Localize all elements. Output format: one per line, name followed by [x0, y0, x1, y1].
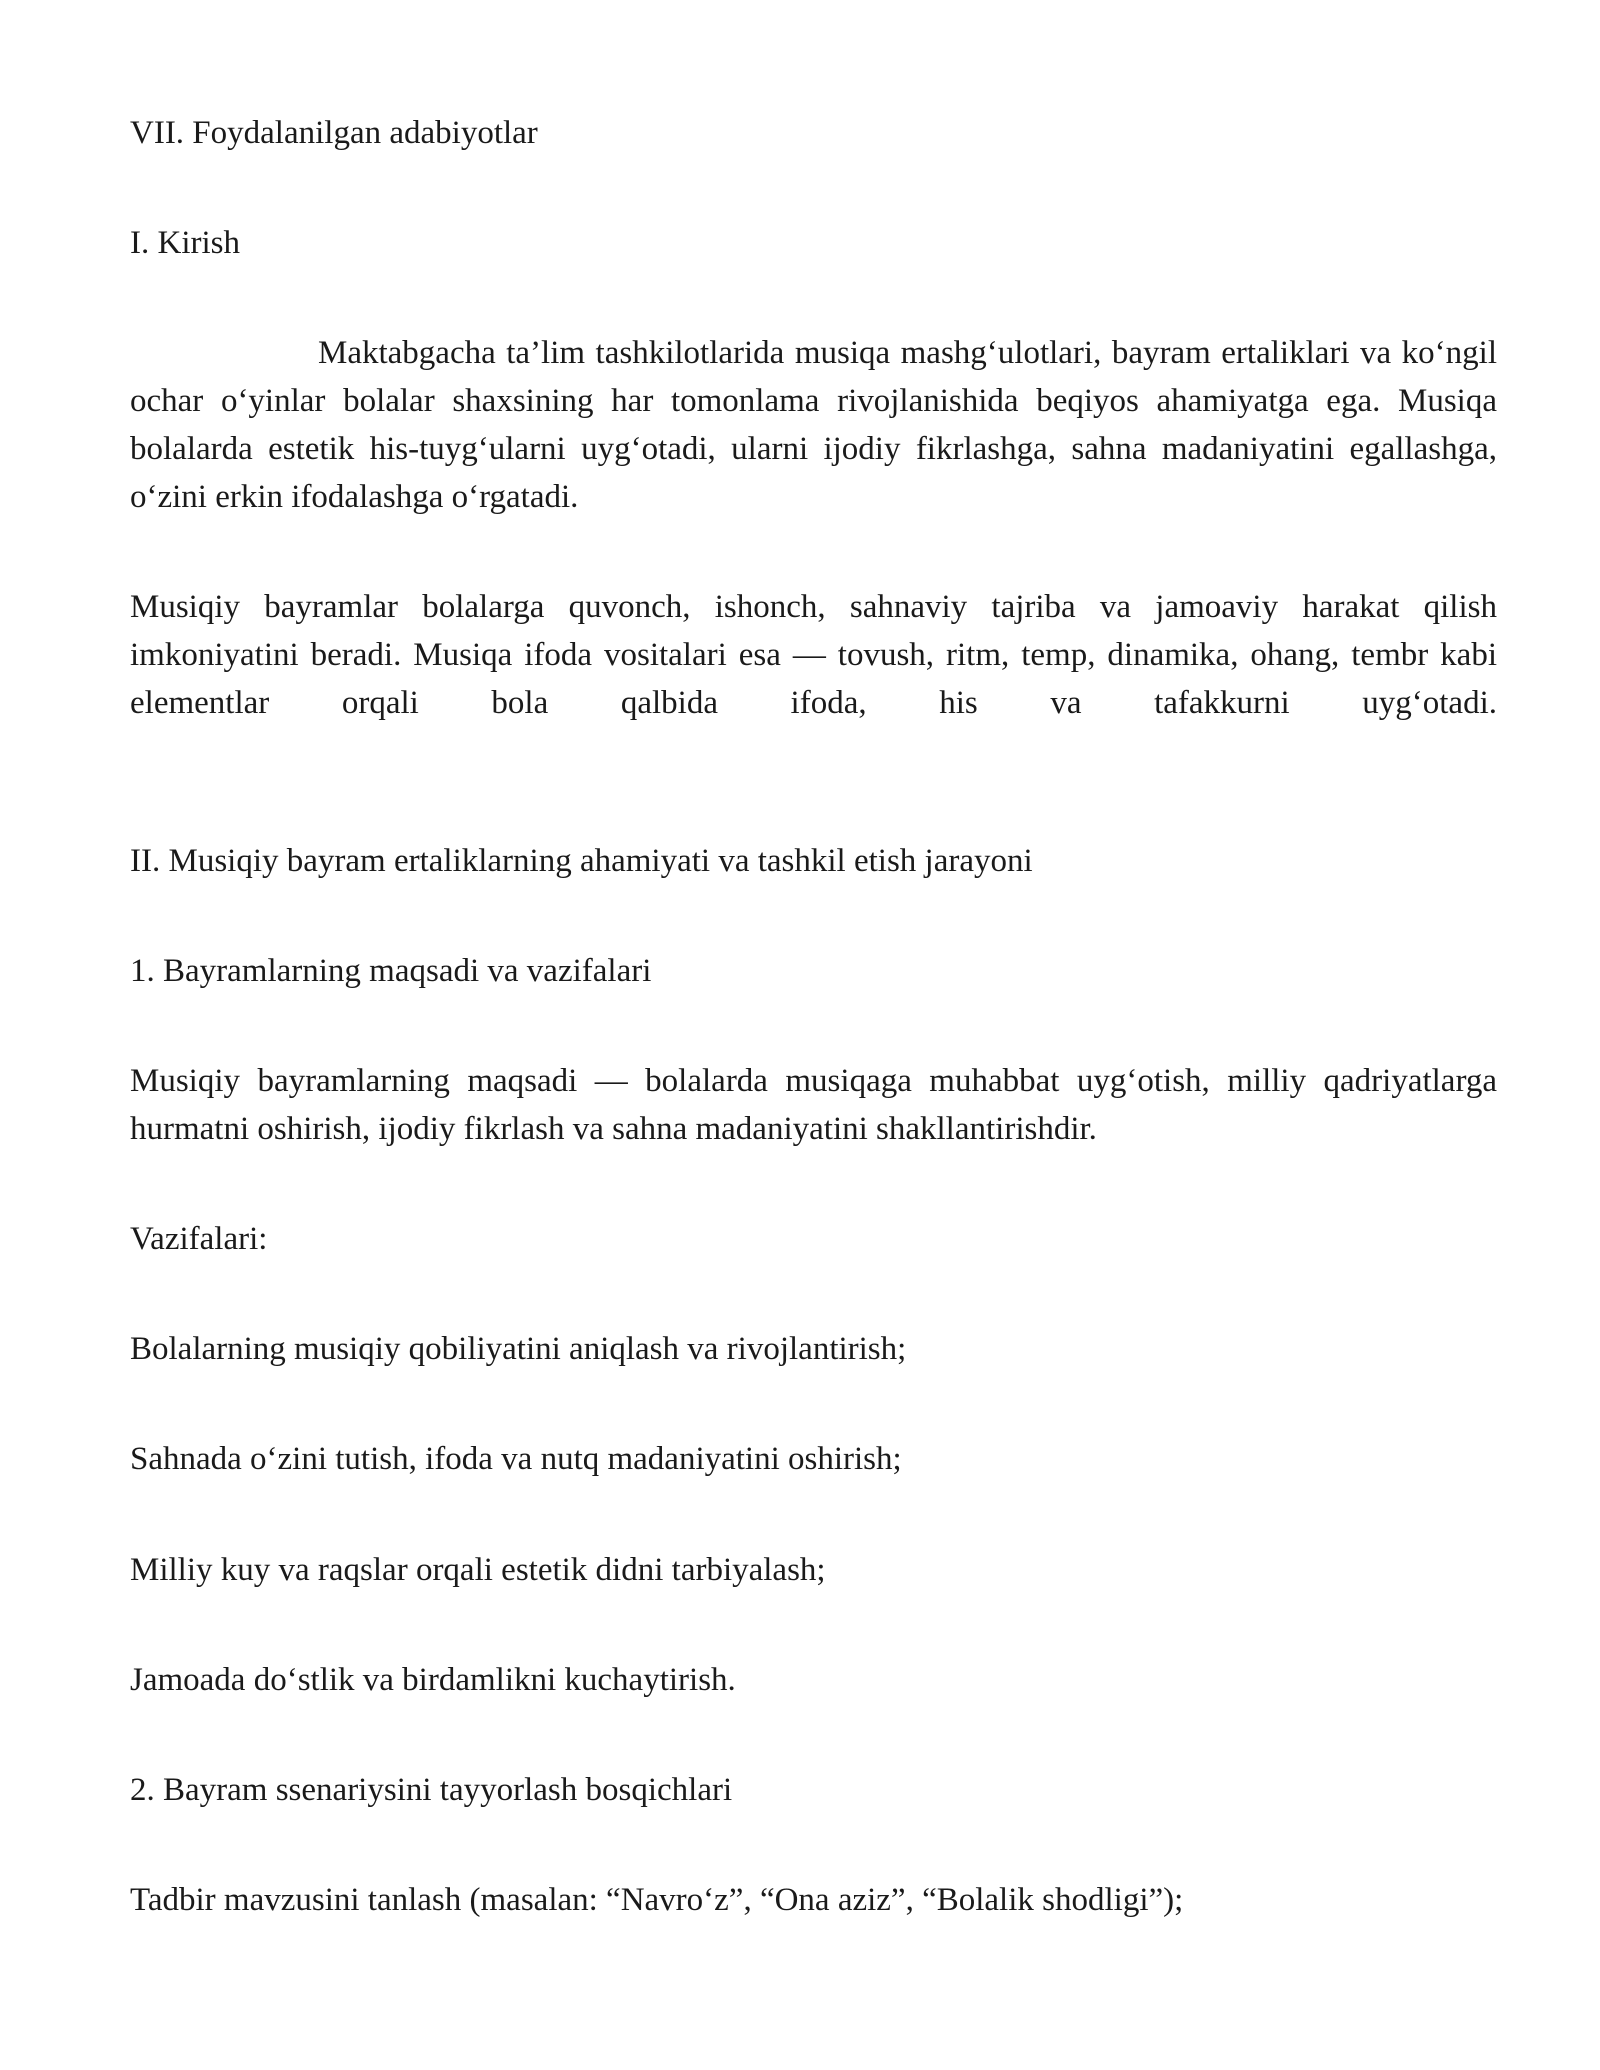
heading-literature: VII. Foydalanilgan adabiyotlar [130, 115, 538, 151]
intro-paragraph-1: Maktabgacha ta’lim tashkilotlarida musiqa mashg‘ulotlari, bayram ertaliklari va ko‘ngil ochar o‘yinlar bolalar shaxsining har tomonlama rivojlanishida beqiyos ahamiyatga ega. Musiqa bolalarda estetik his-tuyg‘ularni uyg‘otadi, ularni ijodiy fikrlashga, sahna madaniyatini egallashga, o‘zini erkin ifodalashga o‘rgatadi. [130, 335, 1497, 515]
heading-intro: I. Kirish [130, 225, 240, 261]
task-item: Jamoada do‘stlik va birdamlikni kuchaytirish. [130, 1662, 736, 1698]
scenario-step: Tadbir mavzusini tanlash (masalan: “Navro‘z”, “Ona aziz”, “Bolalik shodligi”); [130, 1882, 1184, 1918]
task-item: Milliy kuy va raqslar orqali estetik didni tarbiyalash; [130, 1552, 826, 1588]
heading-subsection-2: 2. Bayram ssenariysini tayyorlash bosqichlari [130, 1772, 733, 1808]
task-item: Sahnada o‘zini tutish, ifoda va nutq madaniyatini oshirish; [130, 1441, 902, 1477]
tasks-label: Vazifalari: [130, 1221, 268, 1257]
intro-paragraph-2: Musiqiy bayramlar bolalarga quvonch, ishonch, sahnaviy tajriba va jamoaviy harakat qilish imkoniyatini beradi. Musiqa ifoda vositalari esa — tovush, ritm, temp, dinamika, ohang, tembr kabi elementlar orqali bola qalbida ifoda, his va tafakkurni uyg‘otadi. [130, 589, 1497, 721]
goal-paragraph: Musiqiy bayramlarning maqsadi — bolalarda musiqaga muhabbat uyg‘otish, milliy qadriyatlarga hurmatni oshirish, ijodiy fikrlash va sahna madaniyatini shakllantirishdir. [130, 1063, 1497, 1147]
task-item: Bolalarning musiqiy qobiliyatini aniqlash va rivojlantirish; [130, 1331, 907, 1367]
heading-subsection-1: 1. Bayramlarning maqsadi va vazifalari [130, 953, 652, 989]
heading-section-2: II. Musiqiy bayram ertaliklarning ahamiyati va tashkil etish jarayoni [130, 843, 1033, 879]
